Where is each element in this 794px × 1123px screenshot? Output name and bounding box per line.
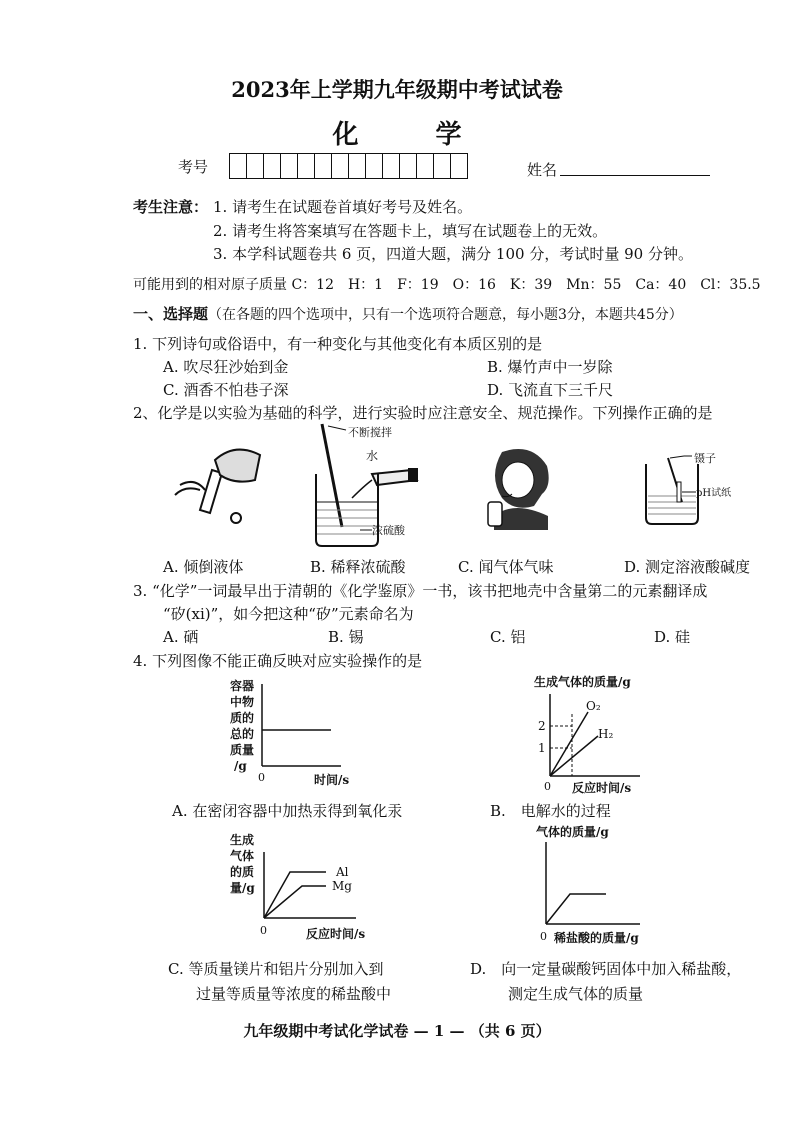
exam-no-label: 考号 bbox=[178, 158, 209, 176]
q4-stem: 4. 下列图像不能正确反映对应实验操作的是 bbox=[133, 652, 423, 670]
svg-text:反应时间/s: 反应时间/s bbox=[572, 781, 632, 795]
svg-text:气体的质量/g: 气体的质量/g bbox=[536, 825, 609, 839]
q4-option-c[interactable]: C. 等质量镁片和铝片分别加入到 bbox=[168, 960, 384, 978]
q1-stem: 1. 下列诗句或俗语中，有一种变化与其他变化有本质区别的是 bbox=[133, 335, 543, 353]
q3-option-a[interactable]: A. 硒 bbox=[163, 628, 199, 646]
graph-a bbox=[226, 678, 376, 788]
svg-text:0: 0 bbox=[260, 924, 267, 937]
svg-text:总的: 总的 bbox=[230, 727, 255, 741]
q2-option-b[interactable]: B. 稀释浓硫酸 bbox=[310, 558, 406, 576]
acid-label: 浓硫酸 bbox=[372, 524, 405, 537]
stir-label: 不断搅拌 bbox=[348, 426, 392, 439]
smell-gas-figure bbox=[480, 446, 560, 530]
svg-text:质的: 质的 bbox=[230, 711, 255, 725]
svg-text:O₂: O₂ bbox=[586, 699, 601, 713]
section-note: （在各题的四个选项中，只有一个选项符合题意，每小题3分，本题共45分） bbox=[208, 307, 683, 323]
svg-text:中物: 中物 bbox=[230, 695, 255, 709]
name-field[interactable] bbox=[560, 175, 710, 176]
subject-title: 化 学 bbox=[332, 120, 496, 150]
q3-option-d[interactable]: D. 硅 bbox=[654, 628, 691, 646]
name-label: 姓名 bbox=[527, 161, 558, 179]
q1-option-c[interactable]: C. 酒香不怕巷子深 bbox=[163, 381, 289, 399]
graph-b bbox=[530, 672, 660, 796]
svg-text:H₂: H₂ bbox=[598, 727, 614, 741]
tweezers-label: 镊子 bbox=[694, 452, 716, 465]
water-label: 水 bbox=[366, 449, 379, 463]
graph-d bbox=[530, 822, 660, 946]
q1-option-a[interactable]: A. 吹尽狂沙始到金 bbox=[163, 358, 289, 376]
q1-option-d[interactable]: D. 飞流直下三千尺 bbox=[487, 381, 614, 399]
svg-text:0: 0 bbox=[544, 780, 551, 793]
gas-line bbox=[546, 894, 606, 924]
svg-text:时间/s: 时间/s bbox=[314, 773, 350, 787]
q3-stem-line2: “矽(xi)”，如今把这种“矽”元素命名为 bbox=[163, 605, 414, 623]
section-title: 一、选择题 bbox=[133, 305, 209, 323]
svg-text:量/g: 量/g bbox=[230, 881, 255, 895]
q4-option-d-line2: 测定生成气体的质量 bbox=[508, 985, 644, 1003]
notice-item: 1. 请考生在试题卷首填好考号及姓名。 bbox=[213, 198, 473, 216]
notice-item: 3. 本学科试题卷共 6 页，四道大题，满分 100 分，考试时量 90 分钟。 bbox=[213, 245, 693, 263]
atomic-masses: 可能用到的相对原子质量 C：12 H：1 F：19 O：16 K：39 Mn：55 Ca：40 Cl：35.5 bbox=[133, 277, 761, 293]
svg-text:生成气体的质量/g: 生成气体的质量/g bbox=[534, 675, 631, 689]
q3-option-c[interactable]: C. 铝 bbox=[490, 628, 526, 646]
svg-text:0: 0 bbox=[540, 930, 547, 943]
q4-option-c-line2: 过量等质量等浓度的稀盐酸中 bbox=[196, 985, 392, 1003]
exam-title: 2023年上学期九年级期中考试试卷 bbox=[231, 77, 563, 102]
section-heading bbox=[133, 303, 683, 324]
h2-line bbox=[550, 736, 598, 776]
q3-option-b[interactable]: B. 锡 bbox=[328, 628, 364, 646]
page-footer: 九年级期中考试化学试卷 — 1 — （共 6 页） bbox=[243, 1022, 551, 1040]
notice-item: 2. 请考生将答案填写在答题卡上，填写在试题卷上的无效。 bbox=[213, 222, 608, 240]
o2-line bbox=[550, 712, 588, 776]
svg-text:质量: 质量 bbox=[230, 743, 255, 757]
q2-stem: 2、化学是以实验为基础的科学，进行实验时应注意安全、规范操作。下列操作正确的是 bbox=[133, 404, 713, 422]
svg-text:容器: 容器 bbox=[230, 679, 255, 693]
svg-text:生成: 生成 bbox=[230, 833, 255, 847]
notice-label: 考生注意： bbox=[133, 198, 209, 216]
q3-stem-line1: 3. “化学”一词最早出于清朝的《化学鉴原》一书，该书把地壳中含量第二的元素翻译成 bbox=[133, 582, 708, 600]
pouring-liquid-figure bbox=[170, 440, 270, 530]
q2-option-c[interactable]: C. 闻气体气味 bbox=[458, 558, 554, 576]
svg-text:气体: 气体 bbox=[230, 849, 255, 863]
svg-text:1: 1 bbox=[538, 741, 546, 755]
q4-option-b[interactable]: B. 电解水的过程 bbox=[490, 802, 611, 820]
exam-no-boxes[interactable] bbox=[229, 153, 467, 179]
svg-text:稀盐酸的质量/g: 稀盐酸的质量/g bbox=[554, 931, 639, 945]
graph-c bbox=[226, 830, 376, 942]
q4-option-d[interactable]: D. 向一定量碳酸钙固体中加入稀盐酸， bbox=[470, 960, 742, 978]
svg-text:Al: Al bbox=[336, 865, 349, 879]
q4-option-a[interactable]: A. 在密闭容器中加热汞得到氧化汞 bbox=[172, 802, 403, 820]
svg-text:/g: /g bbox=[234, 759, 247, 773]
svg-text:的质: 的质 bbox=[230, 865, 255, 879]
ph-test-figure bbox=[640, 452, 750, 528]
svg-text:2: 2 bbox=[538, 719, 546, 733]
svg-text:Mg: Mg bbox=[332, 879, 352, 893]
q2-option-a[interactable]: A. 倾倒液体 bbox=[163, 558, 244, 576]
svg-text:反应时间/s: 反应时间/s bbox=[306, 927, 366, 941]
svg-text:0: 0 bbox=[258, 771, 265, 784]
dilute-acid-figure bbox=[300, 422, 450, 548]
q2-option-d[interactable]: D. 测定溶液酸碱度 bbox=[624, 558, 751, 576]
ph-paper-label: pH试纸 bbox=[696, 488, 732, 499]
q1-option-b[interactable]: B. 爆竹声中一岁除 bbox=[487, 358, 613, 376]
